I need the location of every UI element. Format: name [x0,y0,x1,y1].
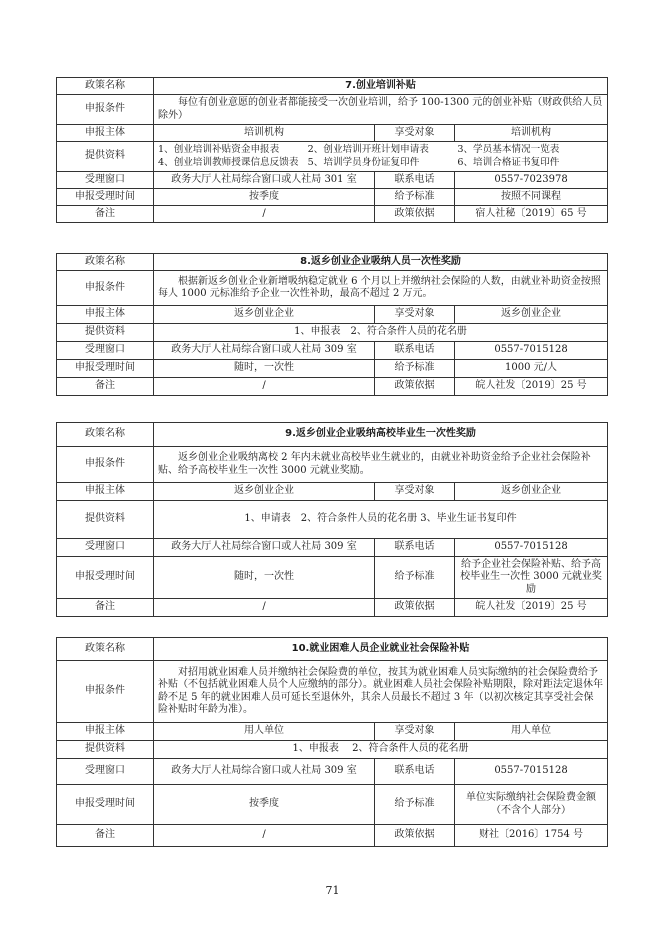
conditions-text: 每位有创业意愿的创业者都能接受一次创业培训，给予 100-1300 元的创业补贴（财政供给人员除外） [154,95,608,125]
label-remarks: 备注 [57,825,154,847]
material-item: 4、创业培训教师授课信息反馈表 [158,156,299,168]
phone-value: 0557-7023978 [455,172,608,189]
row-materials [57,741,608,759]
label-standard: 给予标准 [375,785,455,825]
row-conditions [57,95,608,125]
remarks-value: / [154,378,375,396]
row-remarks [57,825,608,847]
label-subject: 申报主体 [57,306,154,324]
time-value: 随时，一次性 [154,557,375,599]
row-materials [57,501,608,539]
remarks-value: / [154,206,375,223]
label-subject: 申报主体 [57,723,154,741]
label-policy-name: 政策名称 [57,423,154,447]
label-remarks: 备注 [57,599,154,617]
standard-value: 单位实际缴纳社会保险费金额（不含个人部分） [455,785,608,825]
row-subject [57,483,608,501]
label-basis: 政策依据 [375,825,455,847]
window-value: 政务大厅人社局综合窗口或人社局 309 室 [154,539,375,557]
label-conditions: 申报条件 [57,661,154,723]
label-phone: 联系电话 [375,759,455,785]
materials-text: 1、申请表 2、符合条件人员的花名册 3、毕业生证书复印件 [154,501,608,539]
row-window [57,759,608,785]
label-beneficiary: 享受对象 [375,483,455,501]
label-policy-name: 政策名称 [57,78,154,95]
row-materials [57,142,608,172]
conditions-text: 返乡创业企业吸纳离校 2 年内未就业高校毕业生就业的，由就业补助资金给予企业社会保险补贴、给予高校毕业生一次性 3000 元就业奖励。 [154,447,608,483]
label-window: 受理窗口 [57,172,154,189]
label-beneficiary: 享受对象 [375,306,455,324]
row-window [57,539,608,557]
policy-table-10 [56,637,608,847]
label-basis: 政策依据 [375,206,455,223]
label-phone: 联系电话 [375,172,455,189]
row-policy-name [57,78,608,95]
phone-value: 0557-7015128 [455,539,608,557]
subject-value: 返乡创业企业 [154,306,375,324]
label-materials: 提供资料 [57,324,154,342]
materials-text: 1、申报表 2、符合条件人员的花名册 [154,324,608,342]
label-window: 受理窗口 [57,759,154,785]
subject-value: 用人单位 [154,723,375,741]
policy-table-9 [56,422,608,617]
remarks-value: / [154,825,375,847]
basis-value: 皖人社发〔2019〕25 号 [455,378,608,396]
label-phone: 联系电话 [375,539,455,557]
label-materials: 提供资料 [57,741,154,759]
label-materials: 提供资料 [57,142,154,172]
conditions-text: 对招用就业困难人员并缴纳社会保险费的单位，按其为就业困难人员实际缴纳的社会保险费给予补贴（不包括就业困难人员个人应缴纳的部分）。就业困难人员社会保险补贴期限，除对距法定退休年龄不足 5 年的就业困难人员可延长至退休外，其余人员最长不超过 3 年（以初次核定其享受社会保险补贴时年龄为准）。 [154,661,608,723]
policy-title: 7.创业培训补贴 [154,78,608,95]
row-policy-name [57,254,608,271]
policy-table-7 [56,77,608,223]
label-remarks: 备注 [57,378,154,396]
material-item: 1、创业培训补贴资金申报表 [158,144,280,156]
label-basis: 政策依据 [375,599,455,617]
row-remarks [57,599,608,617]
label-phone: 联系电话 [375,342,455,360]
window-value: 政务大厅人社局综合窗口或人社局 301 室 [154,172,375,189]
policy-title: 8.返乡创业企业吸纳人员一次性奖励 [154,254,608,271]
label-materials: 提供资料 [57,501,154,539]
row-time [57,189,608,206]
page-number: 71 [325,884,340,897]
label-standard: 给予标准 [375,189,455,206]
row-subject [57,723,608,741]
row-materials [57,324,608,342]
row-remarks [57,378,608,396]
phone-value: 0557-7015128 [455,342,608,360]
label-window: 受理窗口 [57,342,154,360]
policy-title: 10.就业困难人员企业就业社会保险补贴 [154,638,608,661]
remarks-value: / [154,599,375,617]
label-time: 申报受理时间 [57,189,154,206]
materials-list [154,142,608,172]
row-remarks [57,206,608,223]
label-subject: 申报主体 [57,125,154,142]
row-window [57,342,608,360]
label-policy-name: 政策名称 [57,254,154,271]
label-standard: 给予标准 [375,557,455,599]
row-time [57,360,608,378]
label-standard: 给予标准 [375,360,455,378]
row-conditions [57,447,608,483]
label-beneficiary: 享受对象 [375,723,455,741]
label-remarks: 备注 [57,206,154,223]
policy-title: 9.返乡创业企业吸纳高校毕业生一次性奖励 [154,423,608,447]
row-time [57,557,608,599]
time-value: 按季度 [154,189,375,206]
row-conditions [57,271,608,306]
basis-value: 宿人社秘〔2019〕65 号 [455,206,608,223]
row-subject [57,306,608,324]
time-value: 按季度 [154,785,375,825]
window-value: 政务大厅人社局综合窗口或人社局 309 室 [154,342,375,360]
standard-value: 给予企业社会保险补贴、给予高校毕业生一次性 3000 元就业奖励 [455,557,608,599]
materials-text: 1、申报表 2、符合条件人员的花名册 [154,741,608,759]
label-time: 申报受理时间 [57,557,154,599]
label-basis: 政策依据 [375,378,455,396]
label-policy-name: 政策名称 [57,638,154,661]
time-value: 随时，一次性 [154,360,375,378]
phone-value: 0557-7015128 [455,759,608,785]
label-time: 申报受理时间 [57,785,154,825]
row-policy-name [57,423,608,447]
policy-table-8 [56,253,608,396]
row-policy-name [57,638,608,661]
standard-value: 1000 元/人 [455,360,608,378]
subject-value: 返乡创业企业 [154,483,375,501]
basis-value: 财社〔2016〕1754 号 [455,825,608,847]
beneficiary-value: 返乡创业企业 [455,483,608,501]
material-item: 2、创业培训开班计划申请表 [307,144,429,156]
row-window [57,172,608,189]
subject-value: 培训机构 [154,125,375,142]
conditions-text: 根据新返乡创业企业新增吸纳稳定就业 6 个月以上并缴纳社会保险的人数，由就业补助资金按照每人 1000 元标准给予企业一次性补助，最高不超过 2 万元。 [154,271,608,306]
label-time: 申报受理时间 [57,360,154,378]
material-item: 6、培训合格证书复印件 [457,156,560,168]
standard-value: 按照不同课程 [455,189,608,206]
material-item: 3、学员基本情况一览表 [457,144,560,156]
label-conditions: 申报条件 [57,271,154,306]
label-subject: 申报主体 [57,483,154,501]
basis-value: 皖人社发〔2019〕25 号 [455,599,608,617]
label-conditions: 申报条件 [57,95,154,125]
row-subject [57,125,608,142]
row-conditions [57,661,608,723]
beneficiary-value: 培训机构 [455,125,608,142]
beneficiary-value: 用人单位 [455,723,608,741]
material-item: 5、培训学员身份证复印件 [307,156,420,168]
window-value: 政务大厅人社局综合窗口或人社局 309 室 [154,759,375,785]
label-conditions: 申报条件 [57,447,154,483]
row-time [57,785,608,825]
beneficiary-value: 返乡创业企业 [455,306,608,324]
label-beneficiary: 享受对象 [375,125,455,142]
label-window: 受理窗口 [57,539,154,557]
